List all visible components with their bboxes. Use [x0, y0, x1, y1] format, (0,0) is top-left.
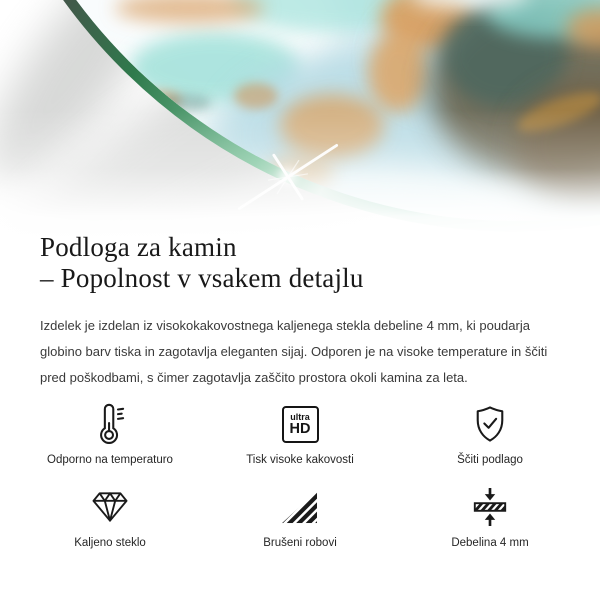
feature-protection — [395, 402, 585, 467]
description-section — [40, 232, 575, 391]
photo-bottom-fade — [0, 110, 600, 240]
thickness-icon — [471, 485, 509, 529]
feature-thickness — [395, 485, 585, 550]
product-description: Izdelek je izdelan iz visokokakovostnega kaljenega stekla debeline 4 mm, ki poudarja globino barv tiska in zagotavlja eleganten sijaj. Odporen je na visoke temperature in ščiti pred poškodbami, s čimer zagotavlja zaščito prostora okoli kamina za leta. — [40, 318, 548, 385]
feature-label: Debelina 4 mm — [451, 537, 529, 549]
feature-tempered-glass — [15, 485, 205, 550]
title-line-1: Podloga za kamin — [40, 232, 237, 262]
ultra-hd-text-top: ultra — [290, 411, 310, 422]
thermometer-icon — [95, 402, 125, 446]
product-image — [0, 0, 600, 240]
feature-temperature — [15, 402, 205, 467]
feature-print-quality — [205, 402, 395, 467]
feature-label: Tisk visoke kakovosti — [246, 454, 354, 466]
feature-label: Brušeni robovi — [263, 537, 337, 549]
shield-check-icon — [473, 402, 507, 446]
feature-label: Kaljeno steklo — [74, 537, 146, 549]
glass-panel-illustration — [0, 0, 600, 240]
ultra-hd-text-bottom: HD — [289, 420, 311, 437]
polished-edges-icon — [280, 485, 320, 529]
feature-label: Odporno na temperaturo — [47, 454, 173, 466]
feature-label: Ščiti podlago — [457, 454, 523, 466]
features-grid — [15, 402, 585, 550]
diamond-icon — [90, 485, 130, 529]
feature-polished-edges — [205, 485, 395, 550]
ultra-hd-icon — [282, 402, 319, 446]
page-title — [40, 232, 575, 294]
title-line-2: – Popolnost v vsakem detajlu — [40, 263, 364, 293]
